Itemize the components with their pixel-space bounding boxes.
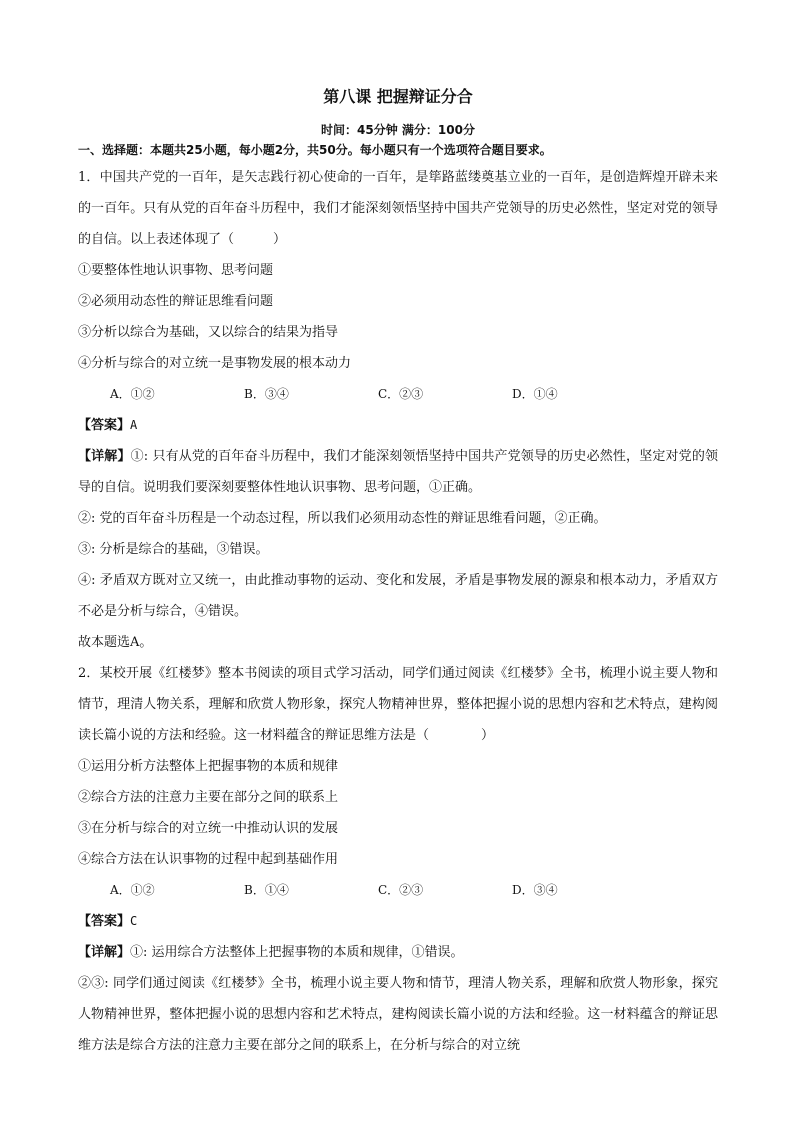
question-1-option-d: D．①④ (512, 387, 558, 401)
question-1-detail-2: ②: 党的百年奋斗历程是一个动态过程，所以我们必须用动态性的辩证思维看问题，②正确。 (78, 511, 607, 526)
question-1-statement-4: ④分析与综合的对立统一是事物发展的根本动力 (78, 356, 352, 371)
question-2-answer (78, 906, 718, 937)
question-1-detail-1 (78, 441, 718, 503)
question-1-detail-1-text: ①: 只有从党的百年奋斗历程中，我们才能深刻领悟坚持中国共产党领导的历史必然性，坚定对党的领导的自信。说明我们要深刻要整体性地认识事物、思考问题，①正确。 (78, 449, 718, 495)
question-2-stem: 2．某校开展《红楼梦》整本书阅读的项目式学习活动，同学们通过阅读《红楼梦》全书，梳理小说主要人物和情节，理清人物关系，理解和欣赏人物形象，探究人物精神世界，整体把握小说的思想内容和艺术特点，建构阅读长篇小说的方法和经验。这一材料蕴含的辩证思维方法是（ ） (78, 666, 718, 743)
answer-tag: 【答案】 (78, 914, 131, 929)
question-1-option-b: B．③④ (244, 387, 289, 401)
question-2-statement-1: ①运用分析方法整体上把握事物的本质和规律 (78, 759, 339, 774)
question-1-statement-2: ②必须用动态性的辩证思维看问题 (78, 294, 274, 309)
document-page (78, 84, 718, 1061)
question-1-statement-3: ③分析以综合为基础，又以综合的结果为指导 (78, 325, 339, 340)
question-1-detail-4: ④: 矛盾双方既对立又统一，由此推动事物的运动、变化和发展，矛盾是事物发展的源泉和根本动力，矛盾双方不必是分析与综合，④错误。 (78, 573, 718, 619)
question-1-detail-3: ③: 分析是综合的基础，③错误。 (78, 542, 269, 557)
question-2-option-c: C．②③ (378, 883, 424, 897)
answer-tag: 【答案】 (78, 418, 131, 433)
page-title: 第八课 把握辩证分合 (323, 87, 473, 106)
question-2-option-d: D．③④ (512, 883, 558, 897)
detail-tag: 【详解】 (78, 449, 131, 464)
question-2-option-b: B．①④ (244, 883, 289, 897)
question-1-stem: 1．中国共产党的一百年，是矢志践行初心使命的一百年，是筚路蓝缕奠基立业的一百年，是创造辉煌开辟未来的一百年。只有从党的百年奋斗历程中，我们才能深刻领悟坚持中国共产党领导的历史必然性，坚定对党的领导的自信。以上表述体现了（ ） (78, 170, 718, 247)
question-1-option-c: C．②③ (378, 387, 424, 401)
question-1-answer (78, 410, 718, 441)
question-1-conclusion: 故本题选A。 (78, 635, 153, 650)
question-2-detail-1 (78, 937, 718, 968)
question-2-statement-3: ③在分析与综合的对立统一中推动认识的发展 (78, 821, 339, 836)
question-1-answer-value: A (130, 418, 138, 432)
question-2-option-a: A．①② (110, 883, 155, 897)
question-2-detail-2: ②③: 同学们通过阅读《红楼梦》全书，梳理小说主要人物和情节，理清人物关系，理解和欣赏人物形象，探究人物精神世界，整体把握小说的思想内容和艺术特点，建构阅读长篇小说的方法和经验。这一材料蕴含的辩证思维方法是综合方法的注意力主要在部分之间的联系上，在分析与综合的对立统 (78, 976, 718, 1053)
time-score-info: 时间：45分钟 满分：100分 (321, 123, 475, 137)
question-1-options (78, 379, 718, 410)
question-2-statement-4: ④综合方法在认识事物的过程中起到基础作用 (78, 852, 339, 867)
question-2-detail-1-text: ①: 运用综合方法整体上把握事物的本质和规律，①错误。 (130, 945, 464, 960)
question-2-answer-value: C (130, 914, 138, 928)
question-1-option-a: A．①② (110, 387, 155, 401)
question-1-statement-1: ①要整体性地认识事物、思考问题 (78, 263, 274, 278)
question-2-options (78, 875, 718, 906)
question-2-statement-2: ②综合方法的注意力主要在部分之间的联系上 (78, 790, 339, 805)
detail-tag: 【详解】 (78, 945, 131, 960)
section-header: 一、选择题：本题共25小题，每小题2分，共50分。每小题只有一个选项符合题目要求。 (78, 143, 552, 157)
